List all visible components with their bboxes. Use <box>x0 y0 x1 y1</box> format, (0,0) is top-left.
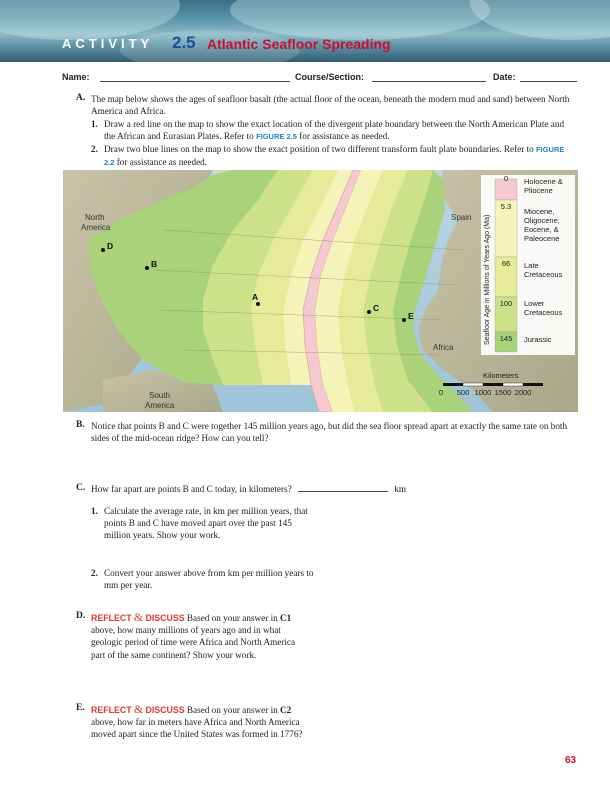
svg-text:D: D <box>107 241 114 251</box>
question-a-letter: A. <box>76 93 86 103</box>
legend-age-2: 66 <box>501 259 511 268</box>
label-africa: Africa <box>433 343 454 352</box>
page-number: 63 <box>565 755 577 766</box>
activity-title: Atlantic Seafloor Spreading <box>207 36 391 52</box>
question-d-letter: D. <box>76 611 86 621</box>
ampersand-icon-e: & <box>133 702 144 716</box>
svg-text:B: B <box>151 259 158 269</box>
question-a1-text: Draw a red line on the map to show the exact location of the divergent plate boundary between the North American Plate and the African and Eurasian Plates. Refer to FIGURE 2.5 for assistance as needed. <box>104 119 565 142</box>
scale-bar <box>443 383 543 386</box>
svg-text:E: E <box>408 311 414 321</box>
label-south-america-2: America <box>145 401 175 410</box>
legend-period-0-1: Pliocene <box>524 186 553 195</box>
legend-period-3-0: Lower <box>524 299 545 308</box>
legend-age-4: 145 <box>499 334 513 343</box>
question-e-text: REFLECT & DISCUSS Based on your answer in C2 above, how far in meters have Africa and North America moved apart since the United States was formed in 1776? <box>91 702 303 740</box>
scale-tick-2: 1000 <box>474 388 492 397</box>
scale-title: Kilometers <box>483 371 519 380</box>
question-c2-text: Convert your answer above from km per million years to mm per year. <box>104 568 314 591</box>
question-d-text: REFLECT & DISCUSS Based on your answer in C1 above, how many millions of years ago and in what geologic period of time were Africa and North America part of the same continent? Show your work. <box>91 610 296 660</box>
svg-text:C: C <box>373 303 380 313</box>
question-a2-number: 2. <box>91 144 98 154</box>
date-label: Date: <box>493 72 516 82</box>
legend-axis-title: Seafloor Age in Millions of Years Ago (Ma) <box>484 214 491 345</box>
question-c-text: How far apart are points B and C today, in kilometers? km <box>91 484 407 494</box>
question-c1-number: 1. <box>91 506 98 516</box>
seafloor-age-map[interactable] <box>63 170 578 412</box>
legend-age-1: 5.3 <box>500 202 512 211</box>
question-a-text: The map below shows the ages of seafloor basalt (the actual floor of the ocean, beneath the modern mud and sand) between North America and Africa. <box>91 94 570 117</box>
question-c1-text: Calculate the average rate, in km per million years, that points B and C have moved apart over the past 145 million years. Show your work. <box>104 506 308 541</box>
scale-tick-4: 2000 <box>514 388 532 397</box>
legend-period-3-1: Cretaceous <box>524 308 563 317</box>
label-north-america-2: America <box>81 223 111 232</box>
question-c-letter: C. <box>76 483 86 493</box>
c-answer-line[interactable] <box>298 491 388 492</box>
scale-tick-3: 1500 <box>494 388 512 397</box>
label-north-america: North <box>85 213 105 222</box>
discuss-label: DISCUSS <box>145 613 185 623</box>
reflect-label-e: REFLECT <box>91 705 132 715</box>
name-label: Name: <box>62 72 90 82</box>
label-south-america: South <box>149 391 170 400</box>
question-b-text: Notice that points B and C were together 145 million years ago, but did the sea floor spread apart at exactly the same rate on both sides of the mid-ocean ridge? How can you tell? <box>91 421 568 444</box>
legend-period-0-0: Holocene & <box>524 177 563 186</box>
activity-number: 2.5 <box>172 33 196 52</box>
figure-2-2-link[interactable]: FIGURE 2.2 <box>104 145 565 168</box>
course-line[interactable] <box>372 81 486 82</box>
activity-label: ACTIVITY <box>62 36 154 51</box>
course-label: Course/Section: <box>295 72 365 82</box>
question-b-letter: B. <box>76 420 85 430</box>
legend-period-1-2: Eocene, & <box>524 225 559 234</box>
scale-tick-1: 500 <box>456 388 470 397</box>
legend-period-2-0: Late <box>524 261 539 270</box>
discuss-label-e: DISCUSS <box>145 705 185 715</box>
question-e-letter: E. <box>76 703 85 713</box>
reflect-label: REFLECT <box>91 613 132 623</box>
legend-period-1-0: Miocene, <box>524 207 555 216</box>
scale-tick-0: 0 <box>438 388 444 397</box>
legend-period-1-1: Oligocene, <box>524 216 560 225</box>
svg-text:A: A <box>252 292 259 302</box>
legend-age-3: 100 <box>499 299 513 308</box>
map-svg <box>63 170 578 412</box>
name-line[interactable] <box>100 81 290 82</box>
question-a2-text: Draw two blue lines on the map to show the exact position of two different transform fault plate boundaries. Refer to FIGURE 2.2 for assistance as needed. <box>104 144 565 168</box>
ampersand-icon: & <box>133 610 144 624</box>
question-a1-number: 1. <box>91 119 98 129</box>
figure-2-5-link[interactable]: FIGURE 2.5 <box>256 132 297 142</box>
date-line[interactable] <box>520 81 577 82</box>
question-c2-number: 2. <box>91 568 98 578</box>
activity-banner <box>0 0 610 62</box>
legend-period-4-0: Jurassic <box>524 335 552 344</box>
label-spain: Spain <box>451 213 472 222</box>
legend-period-2-1: Cretaceous <box>524 270 563 279</box>
legend-age-0: 0 <box>503 174 509 183</box>
legend-period-1-3: Paleocene <box>524 234 560 243</box>
